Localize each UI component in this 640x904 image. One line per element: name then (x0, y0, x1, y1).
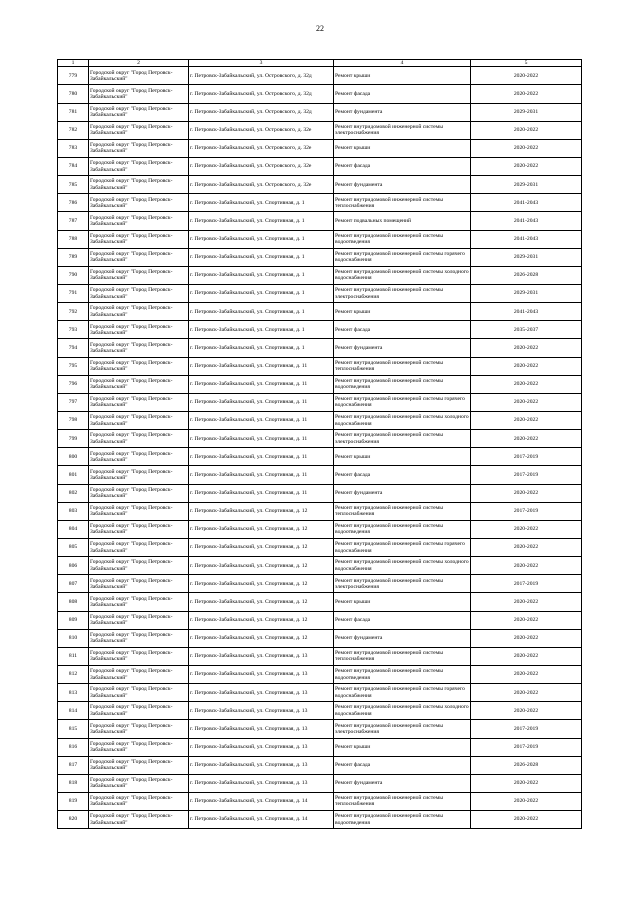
row-number-cell: 779 (58, 67, 89, 85)
period-cell: 2020-2022 (471, 629, 582, 647)
row-number-cell: 817 (58, 756, 89, 774)
table-row (58, 375, 582, 393)
address-cell: г. Петровск-Забайкальский, ул. Спортивная, д. 11 (189, 448, 334, 466)
row-number-cell: 814 (58, 702, 89, 720)
table-row (58, 557, 582, 575)
period-cell: 2017-2019 (471, 575, 582, 593)
period-cell: 2020-2022 (471, 139, 582, 157)
address-cell: г. Петровск-Забайкальский, ул. Спортивная, д. 12 (189, 538, 334, 556)
work-type-cell: Ремонт внутридомовой инженерной системы электроснабжения (334, 575, 471, 593)
municipality-cell: Городской округ "Город Петровск-Забайкальский" (89, 811, 189, 829)
period-cell: 2020-2022 (471, 375, 582, 393)
municipality-cell: Городской округ "Город Петровск-Забайкальский" (89, 720, 189, 738)
address-cell: г. Петровск-Забайкальский, ул. Спортивная, д. 12 (189, 557, 334, 575)
work-type-cell: Ремонт внутридомовой инженерной системы водоотведения (334, 811, 471, 829)
row-number-cell: 812 (58, 665, 89, 683)
municipality-cell: Городской округ "Город Петровск-Забайкальский" (89, 411, 189, 429)
municipality-cell: Городской округ "Город Петровск-Забайкальский" (89, 85, 189, 103)
row-number-cell: 792 (58, 303, 89, 321)
work-type-cell: Ремонт фундамента (334, 339, 471, 357)
address-cell: г. Петровск-Забайкальский, ул. Островского, д. 32е (189, 121, 334, 139)
row-number-cell: 787 (58, 212, 89, 230)
row-number-cell: 803 (58, 502, 89, 520)
row-number-cell: 789 (58, 248, 89, 266)
work-type-cell: Ремонт крыши (334, 738, 471, 756)
work-type-cell: Ремонт крыши (334, 139, 471, 157)
work-type-cell: Ремонт внутридомовой инженерной системы теплоснабжения (334, 502, 471, 520)
row-number-cell: 797 (58, 393, 89, 411)
period-cell: 2017-2019 (471, 448, 582, 466)
period-cell: 2041-2043 (471, 212, 582, 230)
address-cell: г. Петровск-Забайкальский, ул. Спортивная, д. 1 (189, 248, 334, 266)
table-row (58, 720, 582, 738)
table-row (58, 774, 582, 792)
period-cell: 2017-2019 (471, 466, 582, 484)
row-number-cell: 802 (58, 484, 89, 502)
work-type-cell: Ремонт внутридомовой инженерной системы водоотведения (334, 375, 471, 393)
table-row (58, 684, 582, 702)
address-cell: г. Петровск-Забайкальский, ул. Спортивная, д. 14 (189, 792, 334, 810)
municipality-cell: Городской округ "Город Петровск-Забайкальский" (89, 702, 189, 720)
municipality-cell: Городской округ "Город Петровск-Забайкальский" (89, 430, 189, 448)
address-cell: г. Петровск-Забайкальский, ул. Спортивная, д. 1 (189, 266, 334, 284)
work-type-cell: Ремонт внутридомовой инженерной системы холодного водоснабжения (334, 702, 471, 720)
work-type-cell: Ремонт внутридомовой инженерной системы холодного водоснабжения (334, 411, 471, 429)
address-cell: г. Петровск-Забайкальский, ул. Спортивная, д. 1 (189, 321, 334, 339)
header-row (58, 60, 582, 67)
municipality-cell: Городской округ "Город Петровск-Забайкальский" (89, 284, 189, 302)
work-type-cell: Ремонт внутридомовой инженерной системы горячего водоснабжения (334, 538, 471, 556)
work-type-cell: Ремонт фундамента (334, 103, 471, 121)
municipality-cell: Городской округ "Город Петровск-Забайкальский" (89, 158, 189, 176)
row-number-cell: 809 (58, 611, 89, 629)
period-cell: 2020-2022 (471, 484, 582, 502)
address-cell: г. Петровск-Забайкальский, ул. Спортивная, д. 11 (189, 466, 334, 484)
row-number-cell: 813 (58, 684, 89, 702)
period-cell: 2020-2022 (471, 430, 582, 448)
municipality-cell: Городской округ "Город Петровск-Забайкальский" (89, 230, 189, 248)
address-cell: г. Петровск-Забайкальский, ул. Спортивная, д. 12 (189, 502, 334, 520)
table-row (58, 575, 582, 593)
work-type-cell: Ремонт внутридомовой инженерной системы холодного водоснабжения (334, 266, 471, 284)
work-type-cell: Ремонт внутридомовой инженерной системы электроснабжения (334, 720, 471, 738)
address-cell: г. Петровск-Забайкальский, ул. Островского, д. 32д (189, 67, 334, 85)
work-type-cell: Ремонт крыши (334, 448, 471, 466)
municipality-cell: Городской округ "Город Петровск-Забайкальский" (89, 103, 189, 121)
work-type-cell: Ремонт внутридомовой инженерной системы теплоснабжения (334, 357, 471, 375)
municipality-cell: Городской округ "Город Петровск-Забайкальский" (89, 194, 189, 212)
period-cell: 2041-2043 (471, 303, 582, 321)
work-type-cell: Ремонт фасада (334, 611, 471, 629)
address-cell: г. Петровск-Забайкальский, ул. Островского, д. 32е (189, 139, 334, 157)
address-cell: г. Петровск-Забайкальский, ул. Спортивная, д. 12 (189, 593, 334, 611)
address-cell: г. Петровск-Забайкальский, ул. Спортивная, д. 11 (189, 357, 334, 375)
row-number-cell: 796 (58, 375, 89, 393)
work-type-cell: Ремонт фасада (334, 85, 471, 103)
municipality-cell: Городской округ "Город Петровск-Забайкальский" (89, 339, 189, 357)
table-row (58, 502, 582, 520)
address-cell: г. Петровск-Забайкальский, ул. Островского, д. 32д (189, 85, 334, 103)
municipality-cell: Городской округ "Город Петровск-Забайкальский" (89, 538, 189, 556)
row-number-cell: 801 (58, 466, 89, 484)
table-row (58, 593, 582, 611)
row-number-cell: 788 (58, 230, 89, 248)
row-number-cell: 807 (58, 575, 89, 593)
municipality-cell: Городской округ "Город Петровск-Забайкальский" (89, 629, 189, 647)
municipality-cell: Городской округ "Город Петровск-Забайкальский" (89, 502, 189, 520)
municipality-cell: Городской округ "Город Петровск-Забайкальский" (89, 575, 189, 593)
address-cell: г. Петровск-Забайкальский, ул. Спортивная, д. 11 (189, 393, 334, 411)
row-number-cell: 785 (58, 176, 89, 194)
table-row (58, 430, 582, 448)
municipality-cell: Городской округ "Город Петровск-Забайкальский" (89, 647, 189, 665)
period-cell: 2020-2022 (471, 520, 582, 538)
table-row (58, 321, 582, 339)
work-type-cell: Ремонт внутридомовой инженерной системы горячего водоснабжения (334, 684, 471, 702)
period-cell: 2020-2022 (471, 121, 582, 139)
work-type-cell: Ремонт фасада (334, 158, 471, 176)
row-number-cell: 820 (58, 811, 89, 829)
table-row (58, 103, 582, 121)
table-row (58, 158, 582, 176)
address-cell: г. Петровск-Забайкальский, ул. Спортивная, д. 12 (189, 575, 334, 593)
column-header-4: 4 (334, 60, 471, 67)
address-cell: г. Петровск-Забайкальский, ул. Спортивная, д. 13 (189, 702, 334, 720)
row-number-cell: 780 (58, 85, 89, 103)
table-row (58, 611, 582, 629)
address-cell: г. Петровск-Забайкальский, ул. Спортивная, д. 13 (189, 665, 334, 683)
period-cell: 2020-2022 (471, 702, 582, 720)
work-type-cell: Ремонт внутридомовой инженерной системы электроснабжения (334, 121, 471, 139)
table-row (58, 411, 582, 429)
table-row (58, 811, 582, 829)
period-cell: 2029-2031 (471, 103, 582, 121)
municipality-cell: Городской округ "Город Петровск-Забайкальский" (89, 756, 189, 774)
address-cell: г. Петровск-Забайкальский, ул. Спортивная, д. 11 (189, 430, 334, 448)
page-number: 22 (316, 24, 324, 33)
row-number-cell: 784 (58, 158, 89, 176)
municipality-cell: Городской округ "Город Петровск-Забайкальский" (89, 774, 189, 792)
repair-schedule-table (57, 59, 582, 829)
address-cell: г. Петровск-Забайкальский, ул. Спортивная, д. 13 (189, 647, 334, 665)
period-cell: 2020-2022 (471, 557, 582, 575)
address-cell: г. Петровск-Забайкальский, ул. Спортивная, д. 13 (189, 720, 334, 738)
work-type-cell: Ремонт фасада (334, 321, 471, 339)
period-cell: 2020-2022 (471, 85, 582, 103)
work-type-cell: Ремонт фундамента (334, 484, 471, 502)
address-cell: г. Петровск-Забайкальский, ул. Островского, д. 32д (189, 103, 334, 121)
address-cell: г. Петровск-Забайкальский, ул. Спортивная, д. 1 (189, 194, 334, 212)
table-row (58, 357, 582, 375)
period-cell: 2020-2022 (471, 393, 582, 411)
address-cell: г. Петровск-Забайкальский, ул. Спортивная, д. 14 (189, 811, 334, 829)
address-cell: г. Петровск-Забайкальский, ул. Спортивная, д. 1 (189, 303, 334, 321)
address-cell: г. Петровск-Забайкальский, ул. Спортивная, д. 1 (189, 284, 334, 302)
address-cell: г. Петровск-Забайкальский, ул. Спортивная, д. 13 (189, 738, 334, 756)
period-cell: 2020-2022 (471, 538, 582, 556)
table-row (58, 121, 582, 139)
table-row (58, 85, 582, 103)
municipality-cell: Городской округ "Город Петровск-Забайкальский" (89, 121, 189, 139)
table-row (58, 520, 582, 538)
table-row (58, 484, 582, 502)
municipality-cell: Городской округ "Город Петровск-Забайкальский" (89, 684, 189, 702)
table-row (58, 339, 582, 357)
work-type-cell: Ремонт подвальных помещений (334, 212, 471, 230)
table-row (58, 538, 582, 556)
column-header-3: 3 (189, 60, 334, 67)
municipality-cell: Городской округ "Город Петровск-Забайкальский" (89, 466, 189, 484)
column-header-1: 1 (58, 60, 89, 67)
table-row (58, 756, 582, 774)
row-number-cell: 819 (58, 792, 89, 810)
municipality-cell: Городской округ "Город Петровск-Забайкальский" (89, 665, 189, 683)
municipality-cell: Городской округ "Город Петровск-Забайкальский" (89, 611, 189, 629)
column-header-2: 2 (89, 60, 189, 67)
period-cell: 2020-2022 (471, 411, 582, 429)
municipality-cell: Городской округ "Город Петровск-Забайкальский" (89, 484, 189, 502)
row-number-cell: 794 (58, 339, 89, 357)
address-cell: г. Петровск-Забайкальский, ул. Спортивная, д. 13 (189, 684, 334, 702)
municipality-cell: Городской округ "Город Петровск-Забайкальский" (89, 176, 189, 194)
municipality-cell: Городской округ "Город Петровск-Забайкальский" (89, 792, 189, 810)
work-type-cell: Ремонт крыши (334, 593, 471, 611)
address-cell: г. Петровск-Забайкальский, ул. Спортивная, д. 13 (189, 756, 334, 774)
row-number-cell: 816 (58, 738, 89, 756)
row-number-cell: 793 (58, 321, 89, 339)
period-cell: 2017-2019 (471, 720, 582, 738)
work-type-cell: Ремонт внутридомовой инженерной системы электроснабжения (334, 284, 471, 302)
work-type-cell: Ремонт внутридомовой инженерной системы водоотведения (334, 520, 471, 538)
table-row (58, 448, 582, 466)
period-cell: 2020-2022 (471, 158, 582, 176)
row-number-cell: 791 (58, 284, 89, 302)
work-type-cell: Ремонт внутридомовой инженерной системы горячего водоснабжения (334, 248, 471, 266)
table-row (58, 230, 582, 248)
municipality-cell: Городской округ "Город Петровск-Забайкальский" (89, 248, 189, 266)
table-row (58, 67, 582, 85)
row-number-cell: 804 (58, 520, 89, 538)
municipality-cell: Городской округ "Город Петровск-Забайкальский" (89, 448, 189, 466)
municipality-cell: Городской округ "Город Петровск-Забайкальский" (89, 375, 189, 393)
period-cell: 2029-2031 (471, 284, 582, 302)
period-cell: 2026-2028 (471, 756, 582, 774)
period-cell: 2020-2022 (471, 339, 582, 357)
row-number-cell: 782 (58, 121, 89, 139)
row-number-cell: 781 (58, 103, 89, 121)
table-row (58, 738, 582, 756)
work-type-cell: Ремонт крыши (334, 303, 471, 321)
table-row (58, 212, 582, 230)
municipality-cell: Городской округ "Город Петровск-Забайкальский" (89, 593, 189, 611)
table-row (58, 303, 582, 321)
municipality-cell: Городской округ "Город Петровск-Забайкальский" (89, 357, 189, 375)
municipality-cell: Городской округ "Город Петровск-Забайкальский" (89, 139, 189, 157)
period-cell: 2020-2022 (471, 647, 582, 665)
period-cell: 2020-2022 (471, 774, 582, 792)
table-row (58, 665, 582, 683)
row-number-cell: 798 (58, 411, 89, 429)
work-type-cell: Ремонт внутридомовой инженерной системы электроснабжения (334, 430, 471, 448)
table-row (58, 393, 582, 411)
period-cell: 2041-2043 (471, 194, 582, 212)
address-cell: г. Петровск-Забайкальский, ул. Спортивная, д. 11 (189, 484, 334, 502)
period-cell: 2017-2019 (471, 738, 582, 756)
address-cell: г. Петровск-Забайкальский, ул. Спортивная, д. 12 (189, 611, 334, 629)
period-cell: 2029-2031 (471, 248, 582, 266)
municipality-cell: Городской округ "Город Петровск-Забайкальский" (89, 393, 189, 411)
work-type-cell: Ремонт крыши (334, 67, 471, 85)
municipality-cell: Городской округ "Город Петровск-Забайкальский" (89, 303, 189, 321)
work-type-cell: Ремонт внутридомовой инженерной системы теплоснабжения (334, 647, 471, 665)
table-row (58, 284, 582, 302)
row-number-cell: 806 (58, 557, 89, 575)
address-cell: г. Петровск-Забайкальский, ул. Спортивная, д. 11 (189, 375, 334, 393)
period-cell: 2020-2022 (471, 684, 582, 702)
row-number-cell: 783 (58, 139, 89, 157)
table-row (58, 248, 582, 266)
address-cell: г. Петровск-Забайкальский, ул. Спортивная, д. 1 (189, 230, 334, 248)
address-cell: г. Петровск-Забайкальский, ул. Спортивная, д. 11 (189, 411, 334, 429)
period-cell: 2020-2022 (471, 611, 582, 629)
period-cell: 2029-2031 (471, 176, 582, 194)
period-cell: 2020-2022 (471, 357, 582, 375)
row-number-cell: 800 (58, 448, 89, 466)
period-cell: 2026-2028 (471, 266, 582, 284)
table-row (58, 629, 582, 647)
work-type-cell: Ремонт фундамента (334, 176, 471, 194)
row-number-cell: 808 (58, 593, 89, 611)
work-type-cell: Ремонт внутридомовой инженерной системы водоотведения (334, 230, 471, 248)
table-row (58, 466, 582, 484)
period-cell: 2017-2019 (471, 502, 582, 520)
address-cell: г. Петровск-Забайкальский, ул. Спортивная, д. 12 (189, 629, 334, 647)
row-number-cell: 799 (58, 430, 89, 448)
table-row (58, 647, 582, 665)
work-type-cell: Ремонт фасада (334, 756, 471, 774)
period-cell: 2020-2022 (471, 665, 582, 683)
municipality-cell: Городской округ "Город Петровск-Забайкальский" (89, 557, 189, 575)
table-row (58, 266, 582, 284)
table-row (58, 194, 582, 212)
address-cell: г. Петровск-Забайкальский, ул. Островского, д. 32е (189, 158, 334, 176)
row-number-cell: 790 (58, 266, 89, 284)
municipality-cell: Городской округ "Город Петровск-Забайкальский" (89, 212, 189, 230)
period-cell: 2020-2022 (471, 593, 582, 611)
work-type-cell: Ремонт внутридомовой инженерной системы теплоснабжения (334, 194, 471, 212)
work-type-cell: Ремонт фасада (334, 466, 471, 484)
municipality-cell: Городской округ "Город Петровск-Забайкальский" (89, 738, 189, 756)
municipality-cell: Городской округ "Город Петровск-Забайкальский" (89, 520, 189, 538)
row-number-cell: 786 (58, 194, 89, 212)
period-cell: 2020-2022 (471, 811, 582, 829)
table-header (58, 60, 582, 67)
table-row (58, 702, 582, 720)
municipality-cell: Городской округ "Город Петровск-Забайкальский" (89, 321, 189, 339)
period-cell: 2020-2022 (471, 792, 582, 810)
row-number-cell: 818 (58, 774, 89, 792)
row-number-cell: 815 (58, 720, 89, 738)
address-cell: г. Петровск-Забайкальский, ул. Спортивная, д. 1 (189, 339, 334, 357)
row-number-cell: 811 (58, 647, 89, 665)
work-type-cell: Ремонт внутридомовой инженерной системы горячего водоснабжения (334, 393, 471, 411)
work-type-cell: Ремонт фундамента (334, 629, 471, 647)
address-cell: г. Петровск-Забайкальский, ул. Спортивная, д. 1 (189, 212, 334, 230)
work-type-cell: Ремонт фундамента (334, 774, 471, 792)
table-row (58, 176, 582, 194)
table-row (58, 792, 582, 810)
period-cell: 2041-2043 (471, 230, 582, 248)
row-number-cell: 805 (58, 538, 89, 556)
address-cell: г. Петровск-Забайкальский, ул. Спортивная, д. 13 (189, 774, 334, 792)
row-number-cell: 795 (58, 357, 89, 375)
work-type-cell: Ремонт внутридомовой инженерной системы теплоснабжения (334, 792, 471, 810)
period-cell: 2020-2022 (471, 67, 582, 85)
row-number-cell: 810 (58, 629, 89, 647)
work-type-cell: Ремонт внутридомовой инженерной системы холодного водоснабжения (334, 557, 471, 575)
table-row (58, 139, 582, 157)
address-cell: г. Петровск-Забайкальский, ул. Спортивная, д. 12 (189, 520, 334, 538)
address-cell: г. Петровск-Забайкальский, ул. Островского, д. 32е (189, 176, 334, 194)
period-cell: 2035-2037 (471, 321, 582, 339)
municipality-cell: Городской округ "Город Петровск-Забайкальский" (89, 266, 189, 284)
municipality-cell: Городской округ "Город Петровск-Забайкальский" (89, 67, 189, 85)
work-type-cell: Ремонт внутридомовой инженерной системы водоотведения (334, 665, 471, 683)
column-header-5: 5 (471, 60, 582, 67)
table-body (58, 67, 582, 829)
